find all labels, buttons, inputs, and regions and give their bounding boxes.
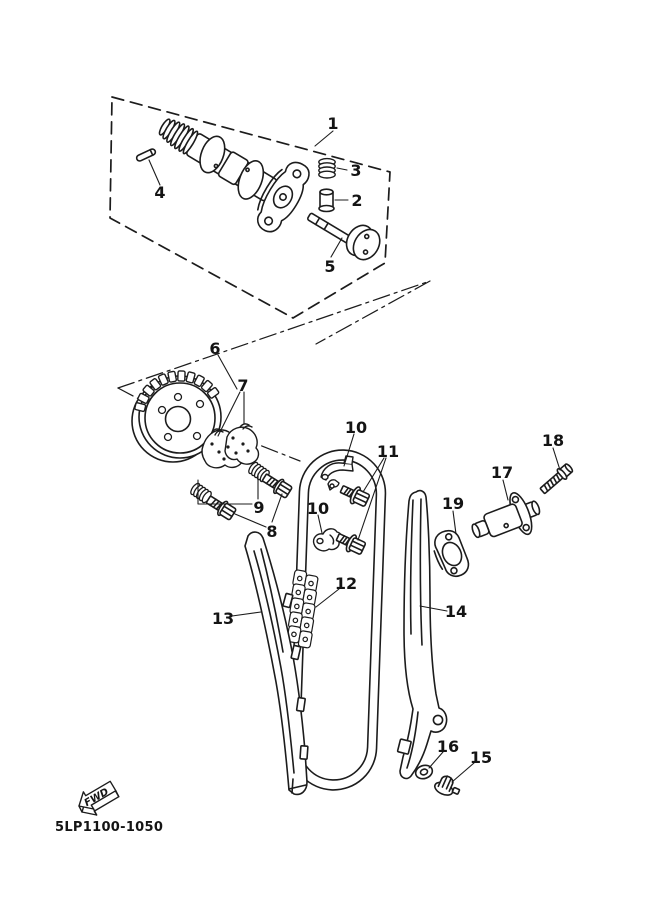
callout-5[interactable]: 5 (324, 257, 336, 276)
chain-tensioner (465, 486, 546, 552)
callout-13[interactable]: 13 (211, 609, 235, 628)
bolt-11a (338, 481, 371, 509)
callout-1[interactable]: 1 (327, 114, 339, 133)
assembly-boundary-dashed-box (110, 97, 390, 318)
drawing-code: 5LP1100-1050 (55, 820, 164, 835)
bolt-8b (204, 493, 237, 522)
callout-9[interactable]: 9 (253, 498, 265, 517)
callout-8[interactable]: 8 (266, 522, 278, 541)
callout-4[interactable]: 4 (154, 183, 166, 202)
callout-10-lower[interactable]: 10 (306, 499, 330, 518)
tensioner-bolt (538, 462, 574, 496)
fwd-label: FWD (82, 786, 111, 810)
dowel-pin (136, 148, 157, 162)
callout-7[interactable]: 7 (237, 376, 249, 395)
callout-15[interactable]: 15 (469, 748, 493, 767)
callout-10-upper[interactable]: 10 (344, 418, 368, 437)
camshaft (151, 107, 316, 238)
callout-14[interactable]: 14 (444, 602, 468, 621)
callout-16[interactable]: 16 (436, 737, 460, 756)
callout-6[interactable]: 6 (209, 339, 221, 358)
callout-11[interactable]: 11 (376, 442, 400, 461)
callout-19[interactable]: 19 (441, 494, 465, 513)
tensioner-gasket (428, 527, 473, 582)
pin-cylinder (319, 189, 334, 211)
callout-18[interactable]: 18 (541, 431, 565, 450)
callout-3[interactable]: 3 (350, 161, 362, 180)
bolt-8a (260, 471, 293, 500)
spring-3 (319, 159, 335, 178)
callout-12[interactable]: 12 (334, 574, 358, 593)
callout-17[interactable]: 17 (490, 463, 514, 482)
callout-2[interactable]: 2 (351, 191, 363, 210)
camshaft-bolt (307, 213, 385, 265)
